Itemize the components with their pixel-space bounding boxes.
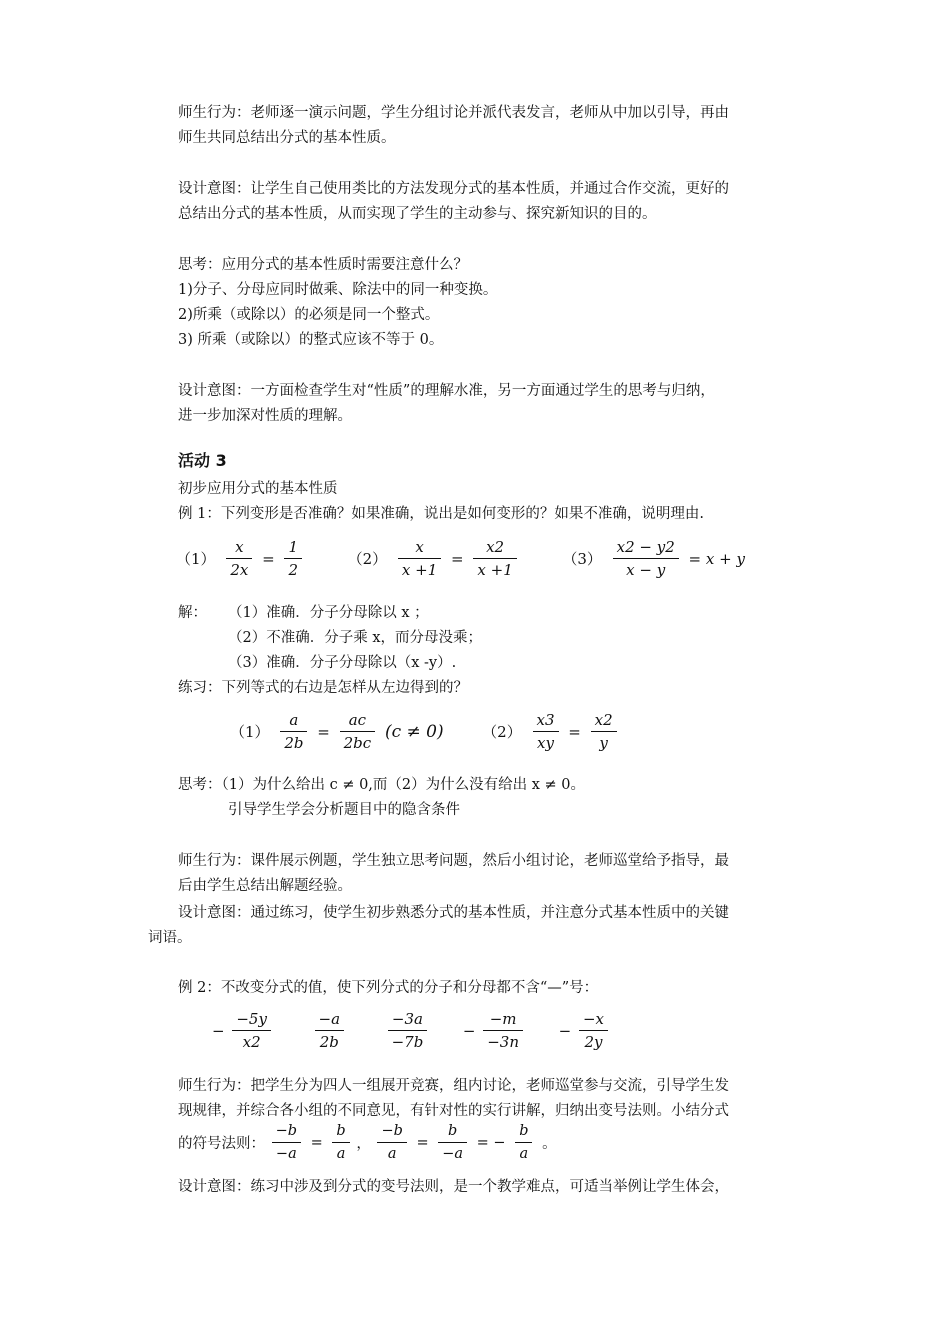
formula-label: （1） xyxy=(176,550,216,568)
fraction xyxy=(579,1008,608,1053)
paragraph-line: 师生行为：老师逐一演示问题，学生分组讨论并派代表发言，老师从中加以引导，再由 xyxy=(178,105,729,121)
denominator: 2 xyxy=(284,558,302,581)
paragraph-line: 师生行为：把学生分为四人一组展开竞赛，组内讨论，老师巡堂参与交流，引导学生发 xyxy=(178,1078,729,1094)
formula-rhs: = x + y xyxy=(688,549,745,568)
equals-sign: = xyxy=(451,549,464,568)
formula-label: （3） xyxy=(562,550,602,568)
numerator: b xyxy=(519,1123,529,1139)
numerator: −b xyxy=(381,1123,403,1139)
numerator: −3a xyxy=(391,1010,423,1028)
paragraph-line: 设计意图：一方面检查学生对“性质”的理解水准，另一方面通过学生的思考与归纳， xyxy=(178,383,715,399)
think-point: 1)分子、分母应同时做乘、除法中的同一种变换。 xyxy=(178,282,498,298)
paragraph-line: 进一步加深对性质的理解。 xyxy=(178,408,352,424)
formula-label: （2） xyxy=(482,723,522,741)
denominator: 2bc xyxy=(340,731,376,754)
period: 。 xyxy=(542,1136,557,1152)
think-point: 2)所乘（或除以）的必须是同一个整式。 xyxy=(178,307,440,323)
comma: ， xyxy=(356,1136,371,1152)
section-subtitle: 初步应用分式的基本性质 xyxy=(178,481,338,497)
minus-sign: − xyxy=(212,1021,225,1040)
denominator: 2y xyxy=(579,1030,608,1053)
sign-rule-line xyxy=(178,1120,560,1165)
numerator: ac xyxy=(348,711,367,729)
fraction xyxy=(226,536,252,581)
denominator: x +1 xyxy=(473,558,516,581)
equals-sign: = xyxy=(317,722,330,741)
fraction xyxy=(315,1008,345,1053)
think-question: 思考：应用分式的基本性质时需要注意什么？ xyxy=(178,257,468,273)
practice-formulas xyxy=(230,709,619,754)
solution-line: （1）准确．分子分母除以 x ； xyxy=(228,605,429,621)
denominator: a xyxy=(377,1142,406,1165)
numerator: a xyxy=(289,711,299,729)
example-1-formulas xyxy=(176,536,748,581)
denominator: xy xyxy=(533,731,559,754)
section-heading: 活动 3 xyxy=(178,451,227,470)
equals-sign: = xyxy=(310,1134,323,1151)
fraction xyxy=(515,1120,532,1165)
practice-prompt: 练习：下列等式的右边是怎样从左边得到的？ xyxy=(178,680,468,696)
equals-sign: = xyxy=(416,1134,429,1151)
numerator: x xyxy=(415,538,424,556)
denominator: x +1 xyxy=(398,558,441,581)
formula-label: （1） xyxy=(230,723,270,741)
denominator: −3n xyxy=(483,1030,523,1053)
denominator: x2 xyxy=(232,1030,271,1053)
fraction xyxy=(377,1120,406,1165)
paragraph-line: 设计意图：练习中涉及到分式的变号法则，是一个教学难点，可适当举例让学生体会， xyxy=(178,1179,729,1195)
numerator: x xyxy=(235,538,244,556)
fraction xyxy=(284,536,302,581)
paragraph-line: 的符号法则： xyxy=(178,1136,265,1152)
fraction xyxy=(483,1008,523,1053)
minus-sign: − xyxy=(558,1021,572,1040)
denominator: a xyxy=(332,1142,349,1165)
fraction xyxy=(533,709,559,754)
solution-line: （2）不准确．分子乘 x，而分母没乘； xyxy=(228,630,483,646)
fraction xyxy=(280,709,307,754)
solution-line: （3）准确．分子分母除以（x -y）. xyxy=(228,655,457,671)
fraction xyxy=(232,1008,271,1053)
denominator: −a xyxy=(272,1142,301,1165)
fraction xyxy=(388,1008,428,1053)
paragraph-line: 设计意图：通过练习，使学生初步熟悉分式的基本性质，并注意分式基本性质中的关键 xyxy=(178,905,729,921)
numerator: x2 xyxy=(486,538,505,556)
fraction xyxy=(398,536,441,581)
paragraph-line: 总结出分式的基本性质，从而实现了学生的主动参与、探究新知识的目的。 xyxy=(178,206,657,222)
denominator: 2b xyxy=(280,731,307,754)
fraction xyxy=(438,1120,467,1165)
denominator: −a xyxy=(438,1142,467,1165)
paragraph-line: 词语。 xyxy=(148,930,192,946)
paragraph-line: 师生行为：课件展示例题，学生独立思考问题，然后小组讨论，老师巡堂给予指导，最 xyxy=(178,853,729,869)
solution-label: 解： xyxy=(178,605,207,621)
fraction xyxy=(613,536,679,581)
equals-sign: = xyxy=(568,722,581,741)
numerator: −a xyxy=(318,1010,341,1028)
numerator: x2 xyxy=(594,711,613,729)
paragraph-line: 设计意图：让学生自己使用类比的方法发现分式的基本性质，并通过合作交流，更好的 xyxy=(178,181,729,197)
numerator: x3 xyxy=(536,711,555,729)
fraction xyxy=(272,1120,301,1165)
paragraph-line: 后由学生总结出解题经验。 xyxy=(178,878,352,894)
paragraph-line: 现规律，并综合各小组的不同意见，有针对性的实行讲解，归纳出变号法则。小结分式 xyxy=(178,1103,729,1119)
condition: (c ≠ 0) xyxy=(384,721,444,742)
think-question: 思考：（1）为什么给出 c ≠ 0,而（2）为什么没有给出 x ≠ 0。 xyxy=(178,777,586,793)
numerator: b xyxy=(448,1123,458,1139)
numerator: −b xyxy=(275,1123,298,1139)
think-point: 3) 所乘（或除以）的整式应该不等于 0。 xyxy=(178,332,444,348)
fraction xyxy=(473,536,516,581)
numerator: −x xyxy=(582,1010,604,1028)
denominator: a xyxy=(515,1142,532,1165)
numerator: −5y xyxy=(236,1010,267,1028)
numerator: x2 − y2 xyxy=(616,538,675,556)
numerator: −m xyxy=(489,1010,517,1028)
think-note: 引导学生学会分析题目中的隐含条件 xyxy=(228,802,460,818)
paragraph-line: 师生共同总结出分式的基本性质。 xyxy=(178,130,396,146)
equals-sign: = xyxy=(262,549,275,568)
denominator: 2b xyxy=(315,1030,345,1053)
equals-minus-sign: = − xyxy=(476,1134,506,1151)
numerator: b xyxy=(336,1123,346,1139)
denominator: x − y xyxy=(613,558,679,581)
example-2-formulas xyxy=(212,1008,610,1053)
numerator: 1 xyxy=(288,538,299,556)
fraction xyxy=(340,709,376,754)
minus-sign: − xyxy=(462,1021,476,1040)
example-2-prompt: 例 2：不改变分式的值，使下列分式的分子和分母都不含“—”号： xyxy=(178,980,599,996)
denominator: y xyxy=(591,731,617,754)
formula-label: （2） xyxy=(347,550,388,568)
fraction xyxy=(332,1120,349,1165)
fraction xyxy=(591,709,617,754)
example-1-prompt: 例 1：下列变形是否准确？如果准确，说出是如何变形的？如果不准确，说明理由. xyxy=(178,506,704,522)
denominator: −7b xyxy=(388,1030,428,1053)
denominator: 2x xyxy=(226,558,252,581)
